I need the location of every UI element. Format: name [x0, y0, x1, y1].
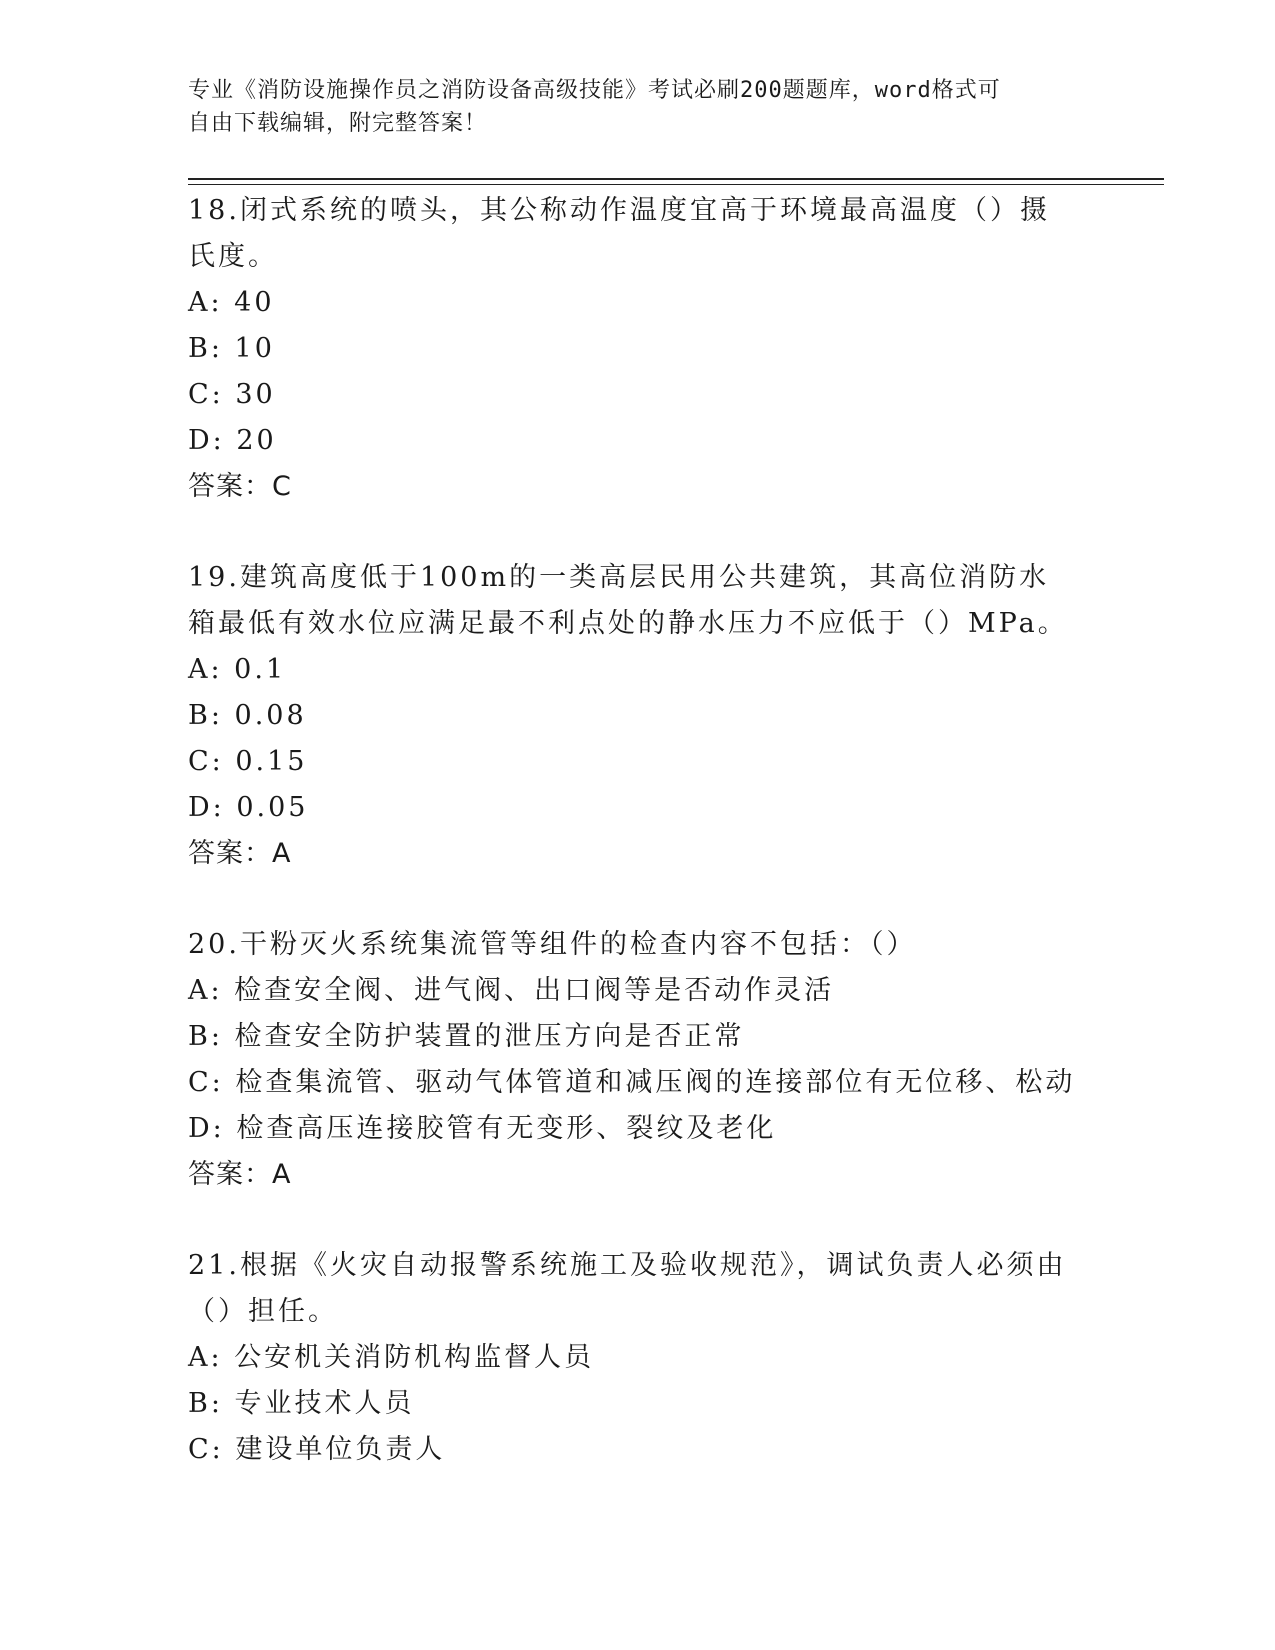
document-header [188, 74, 1088, 140]
option-b: B: 检查安全防护装置的泄压方向是否正常 [188, 1021, 745, 1052]
option-d: D: 检查高压连接胶管有无变形、裂纹及老化 [188, 1113, 777, 1144]
question-text: 19.建筑高度低于100m的一类高层民用公共建筑，其高位消防水箱最低有效水位应满足最不利点处的静水压力不应低于（）MPa。 [188, 562, 1068, 639]
option-b: B: 10 [188, 333, 275, 364]
option-b: B: 专业技术人员 [188, 1388, 415, 1419]
answer-label: 答案：A [188, 838, 292, 869]
header-divider-thin [188, 184, 1164, 185]
option-a: A: 40 [188, 287, 275, 318]
question-text: 20.干粉灭火系统集流管等组件的检查内容不包括：（） [188, 929, 917, 960]
question-list [188, 188, 1088, 1518]
question-20 [188, 922, 1088, 1198]
header-line-1: 专业《消防设施操作员之消防设备高级技能》考试必刷200题题库，word格式可 [188, 78, 1001, 103]
option-a: A: 检查安全阀、进气阀、出口阀等是否动作灵活 [188, 975, 835, 1006]
option-a: A: 公安机关消防机构监督人员 [188, 1342, 595, 1373]
answer-label: 答案：A [188, 1159, 292, 1190]
question-text: 18.闭式系统的喷头，其公称动作温度宜高于环境最高温度（）摄氏度。 [188, 195, 1050, 272]
option-d: D: 0.05 [188, 792, 309, 823]
question-18 [188, 188, 1088, 510]
header-line-2: 自由下载编辑，附完整答案！ [188, 111, 488, 136]
question-19 [188, 555, 1088, 877]
option-b: B: 0.08 [188, 700, 307, 731]
answer-label: 答案：C [188, 471, 292, 502]
header-divider-thick [188, 178, 1164, 180]
question-text: 21.根据《火灾自动报警系统施工及验收规范》，调试负责人必须由（）担任。 [188, 1250, 1067, 1327]
question-21 [188, 1243, 1088, 1473]
option-a: A: 0.1 [188, 654, 287, 685]
option-c: C: 建设单位负责人 [188, 1434, 446, 1465]
option-c: C: 30 [188, 379, 276, 410]
option-d: D: 20 [188, 425, 277, 456]
option-c: C: 检查集流管、驱动气体管道和减压阀的连接部位有无位移、松动 [188, 1067, 1076, 1098]
option-c: C: 0.15 [188, 746, 308, 777]
